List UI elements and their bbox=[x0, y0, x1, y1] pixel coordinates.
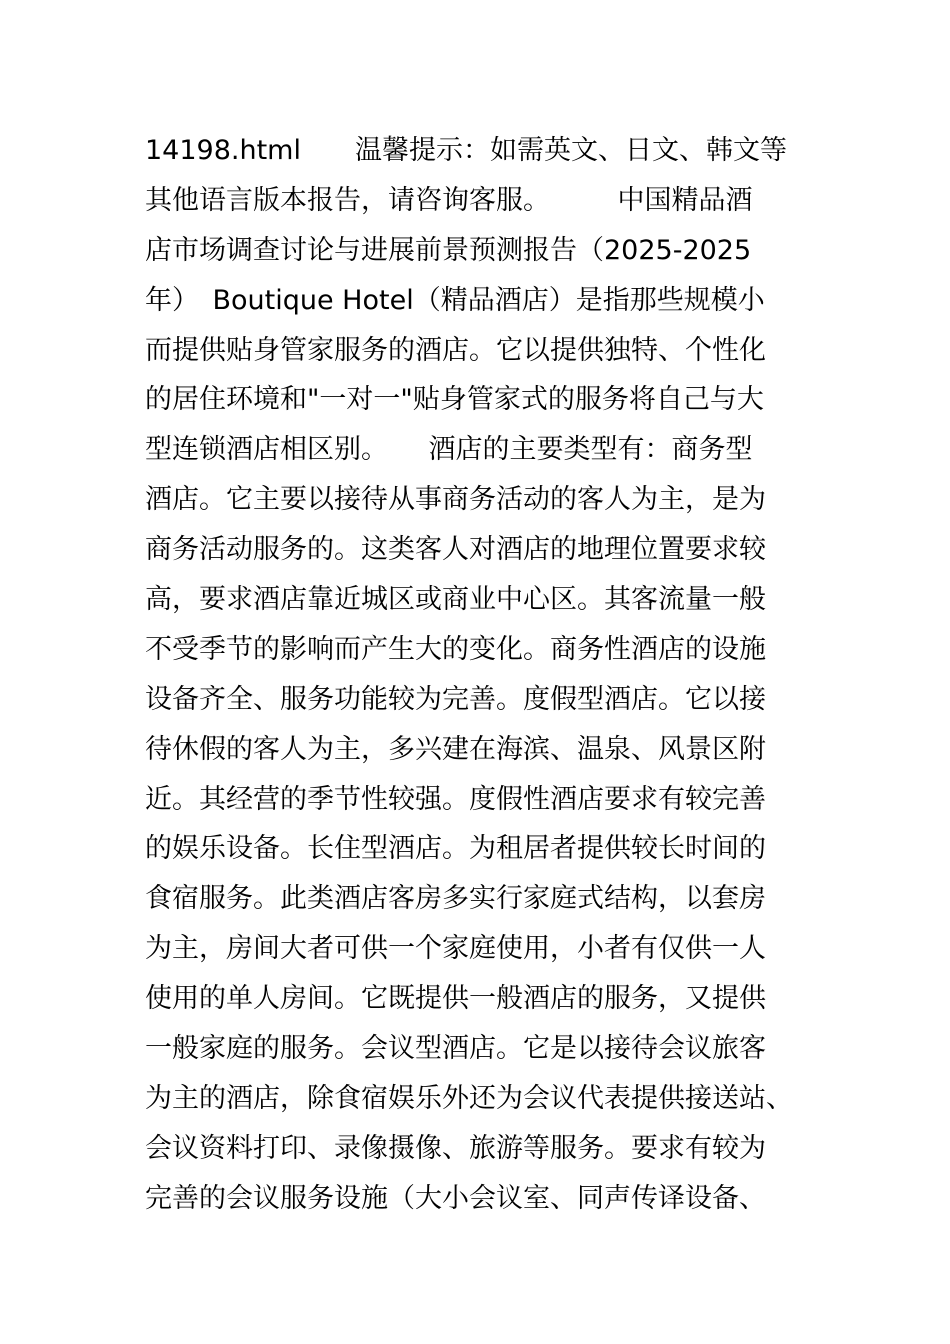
text-line: 酒店。它主要以接待从事商务活动的客人为主，是为 bbox=[145, 484, 766, 516]
text-line: 为主的酒店，除食宿娱乐外还为会议代表提供接送站、 bbox=[145, 1082, 793, 1114]
text-line: 高，要求酒店靠近城区或商业中心区。其客流量一般 bbox=[145, 584, 766, 616]
text-line: 其他语言版本报告，请咨询客服。 中国精品酒 bbox=[145, 184, 753, 216]
text-line: 年） Boutique Hotel（精品酒店）是指那些规模小 bbox=[145, 284, 765, 316]
text-line: 食宿服务。此类酒店客房多实行家庭式结构，以套房 bbox=[145, 883, 766, 915]
text-line: 近。其经营的季节性较强。度假性酒店要求有较完善 bbox=[145, 783, 766, 815]
text-line: 待休假的客人为主，多兴建在海滨、温泉、风景区附 bbox=[145, 733, 766, 765]
text-line: 商务活动服务的。这类客人对酒店的地理位置要求较 bbox=[145, 534, 766, 566]
text-line: 不受季节的影响而产生大的变化。商务性酒店的设施 bbox=[145, 633, 766, 665]
text-line: 而提供贴身管家服务的酒店。它以提供独特、个性化 bbox=[145, 334, 766, 366]
text-line: 为主，房间大者可供一个家庭使用，小者有仅供一人 bbox=[145, 933, 766, 965]
text-line: 的居住环境和"一对一"贴身管家式的服务将自己与大 bbox=[145, 384, 764, 416]
text-line: 设备齐全、服务功能较为完善。度假型酒店。它以接 bbox=[145, 683, 766, 715]
text-line: 会议资料打印、录像摄像、旅游等服务。要求有较为 bbox=[145, 1132, 766, 1164]
text-line: 完善的会议服务设施（大小会议室、同声传译设备、 bbox=[145, 1182, 766, 1214]
body-text bbox=[145, 126, 825, 1224]
text-line: 店市场调查讨论与进展前景预测报告（2025-2025 bbox=[145, 234, 752, 266]
text-line: 14198.html 温馨提示：如需英文、日文、韩文等 bbox=[145, 135, 787, 166]
text-line: 一般家庭的服务。会议型酒店。它是以接待会议旅客 bbox=[145, 1033, 766, 1065]
text-line: 的娱乐设备。长住型酒店。为租居者提供较长时间的 bbox=[145, 833, 766, 865]
text-line: 型连锁酒店相区别。 酒店的主要类型有：商务型 bbox=[145, 434, 753, 466]
text-line: 使用的单人房间。它既提供一般酒店的服务，又提供 bbox=[145, 983, 766, 1015]
